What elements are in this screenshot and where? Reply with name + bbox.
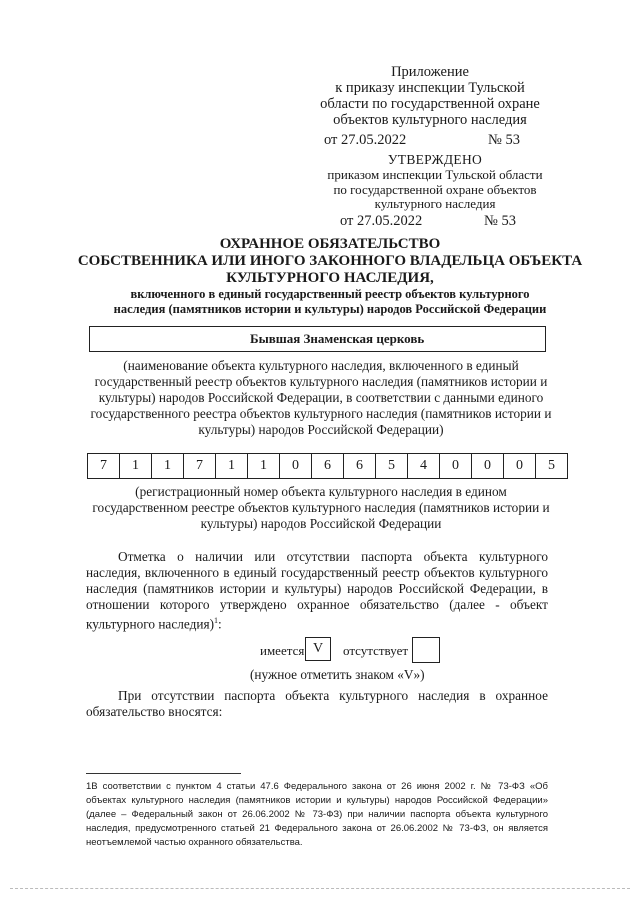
passport-paragraph-text: Отметка о наличии или отсутствии паспорта объекта культурного наследия, включенного в единый государственный реестр объектов культурного наследия (памятников истории и культуры) народов Российской Федерации, в отношении которого утверждено охранное обязательство (далее - объект культурного наследия) [86,549,548,632]
title-subline: наследия (памятников истории и культуры) народов Российской Федерации [113,302,547,316]
absent-checkbox[interactable] [412,637,440,663]
registration-digit-cell: 6 [343,453,376,479]
caption-line: культуры) народов Российской Федерации [200,516,442,531]
approved-date: от 27.05.2022 [340,212,423,229]
title-line: КУЛЬТУРНОГО НАСЛЕДИЯ, [226,270,434,286]
caption-line: (наименование объекта культурного наследия, включенного в единый [123,358,519,373]
registration-number-caption [88,484,554,532]
approved-line: приказом инспекции Тульской области [327,167,543,182]
caption-line: государственном реестре объектов культурного наследия (памятников истории и [92,500,550,515]
passport-paragraph: Отметка о наличии или отсутствии паспорта объекта культурного наследия, включенного в единый государственный реестр объектов культурного наследия (памятников истории и культуры) народов Российской Федерации, в отношении которого утверждено охранное обязательство (далее - объект культурного наследия)$^1$: [86,549,548,632]
absence-paragraph: При отсутствии паспорта объекта культурного наследия в охранное обязательство вносятся: [86,688,548,719]
registration-digit-cell: 0 [503,453,536,479]
registration-digit-cell: 1 [119,453,152,479]
registration-digit-cell: 1 [215,453,248,479]
registration-digit-cell: 7 [87,453,120,479]
appendix-line: области по государственной охране [320,96,540,112]
title-subline: включенного в единый государственный реестр объектов культурного [130,287,530,301]
approved-line: по государственной охране объектов [333,181,537,197]
object-name-box: Бывшая Знаменская церковь [89,326,546,352]
registration-number-grid [88,453,568,479]
footnote-reference: 1 [214,616,219,625]
footnote-separator [86,773,241,774]
caption-line: (регистрационный номер объекта культурного наследия в едином [135,484,507,499]
registration-digit-cell: 4 [407,453,440,479]
registration-digit-cell: 5 [535,453,568,479]
registration-digit-cell: 0 [471,453,504,479]
exists-label: имеется [260,643,305,658]
registration-digit-cell: 7 [183,453,216,479]
appendix-date-row [300,132,560,150]
registration-digit-cell: 6 [311,453,344,479]
approved-line: культурного наследия [374,196,496,211]
registration-digit-cell: 5 [375,453,408,479]
title-line: ОХРАННОЕ ОБЯЗАТЕЛЬСТВО [219,236,441,252]
appendix-date: от 27.05.2022 [324,132,407,148]
appendix-title: Приложение [391,64,469,80]
exists-checkbox[interactable]: V [305,637,331,661]
caption-line: государственный реестр объектов культурного наследия (памятников истории и [94,374,548,389]
absent-label: отсутствует [343,643,409,658]
approved-heading: УТВЕРЖДЕНО [387,152,483,167]
footnote-text: 1В соответствии с пунктом 4 статьи 47.6 Федерального закона от 26 июня 2002 г. № 73-ФЗ «Об объектах культурного наследия (памятников истории и культуры) народов Российской Федерации» (далее – Федеральный закон от 26.06.2002 № 73-ФЗ) при наличии паспорта объекта культурного наследия, предусмотренного статьей 21 Федерального закона от 26.06.2002 № 73-ФЗ, он является неотъемлемой частью охранного обязательства. [86,781,548,848]
approved-block [300,152,570,230]
registration-digit-cell: 1 [247,453,280,479]
caption-line: культуры) народов Российской Федерации) [198,422,444,437]
approved-number: № 53 [484,212,516,229]
checkbox-hint: (нужное отметить знаком «V») [250,667,425,682]
appendix-number: № 53 [488,132,520,148]
scan-edge-line [10,888,630,889]
registration-digit-cell: 0 [279,453,312,479]
appendix-line: к приказу инспекции Тульской [335,80,525,96]
appendix-block [300,64,560,150]
caption-line: государственного реестра объектов культурного наследия (памятников истории и [90,406,552,421]
registration-digit-cell: 1 [151,453,184,479]
document-title [60,236,600,317]
title-line: СОБСТВЕННИКА ИЛИ ИНОГО ЗАКОННОГО ВЛАДЕЛЬЦА ОБЪЕКТА [77,253,583,269]
appendix-line: объектов культурного наследия [333,112,527,128]
object-name-caption [88,358,554,438]
caption-line: культуры) народов Российской Федерации, в соответствии с данными единого [98,390,544,405]
approved-date-row [300,212,570,230]
registration-digit-cell: 0 [439,453,472,479]
